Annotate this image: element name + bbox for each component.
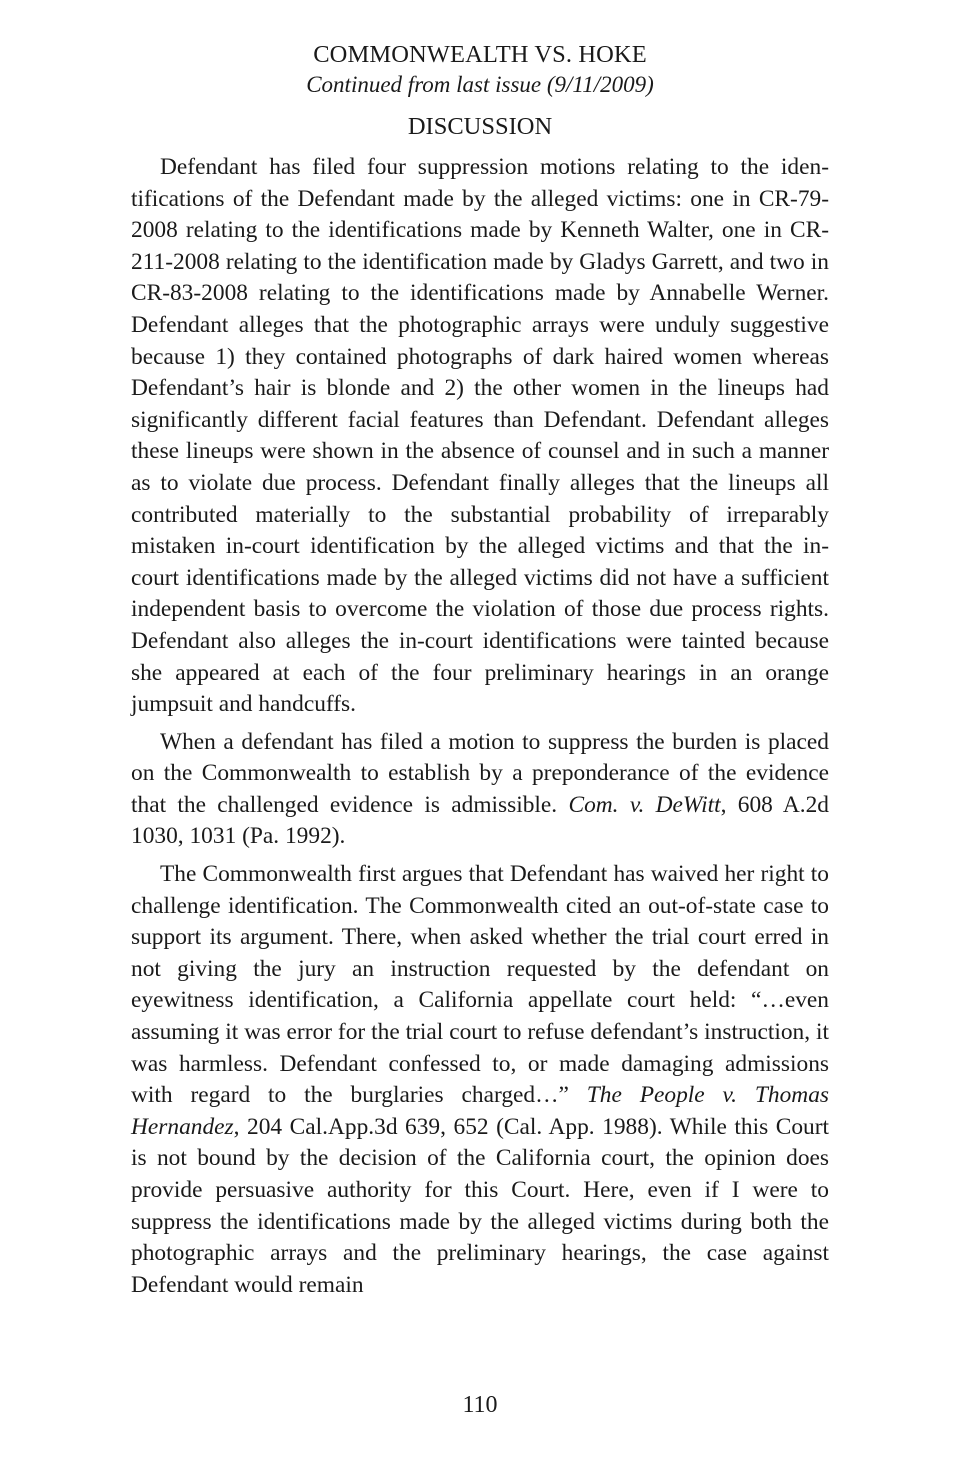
case-citation-hernandez: The People v. Thomas Hernandez: [131, 1082, 829, 1140]
paragraph-waiver-argument: [131, 859, 829, 1301]
page-number: 110: [462, 1392, 498, 1418]
paragraph-text-continued: , 204 Cal.App.3d 639, 652 (Cal. App. 1988). While this Court is not bound by the decision of the California court, the opinion does provide persuasive authority for this Court. Here, even if I were to suppress the identifications made by the alleged victims during both the photographic arrays and the preliminary hearings, the case against Defendant would remain: [131, 1113, 829, 1298]
continued-note: Continued from last issue (9/11/2009): [306, 72, 654, 97]
paragraph-text: Defendant has filed four suppression motions relating to the identifications of the Defendant made by the alleged victims: one in CR-79-2008 relating to the identifications made by Kenneth Walter, one in CR-211-2008 relating to the identification made by Gladys Garrett, and two in CR-83-2008 relating to the identifications made by Annabelle Werner. Defendant alleges that the photographic arrays were unduly suggestive because 1) they contained photographs of dark haired women whereas Defendant’s hair is blonde and 2) the other women in the lineups had significantly different facial features than Defendant. Defendant alleges these lineups were shown in the absence of counsel and in such a manner as to violate due process. Defendant finally alleges that the lineups all contributed materially to the substantial probability of irreparably mistaken in-court identification by the alleged victims and that the in-court identifications made by the alleged victims did not have a sufficient independent basis to overcome the violation of those due process rights. Defendant also alleges the in-court identifications were tainted because she appeared at each of the four preliminary hearings in an orange jumpsuit and handcuffs.: [131, 154, 829, 718]
citation-reporter: , 608 A.2d 1030, 1031 (Pa. 1992).: [131, 791, 829, 850]
paragraph-text: The Commonwealth first argues that Defendant has waived her right to challenge identification. The Commonwealth cited an out-of-state case to support its argument. There, when asked whether the trial court erred in not giving the jury an instruction requested by the defendant on eyewitness identification, a California appellate court held: “…even assuming it was error for the trial court to refuse defendant’s instruction, it was harmless. Defendant confessed to, or made damaging admissions with regard to the burglaries charged…”: [131, 861, 829, 1109]
paragraph-text: When a defendant has filed a motion to suppress the burden is placed on the Commonwealth to establish by a preponderance of the evidence that the challenged evidence is admissible.: [131, 728, 829, 818]
paragraph-suppression-motions: [131, 152, 829, 721]
document-page: [131, 40, 829, 1307]
document-title: COMMONWEALTH VS. HOKE: [313, 41, 647, 68]
paragraph-burden-of-proof: [131, 727, 829, 853]
case-citation-dewitt: Com. v. DeWitt: [568, 791, 721, 818]
section-heading: DISCUSSION: [407, 113, 553, 140]
